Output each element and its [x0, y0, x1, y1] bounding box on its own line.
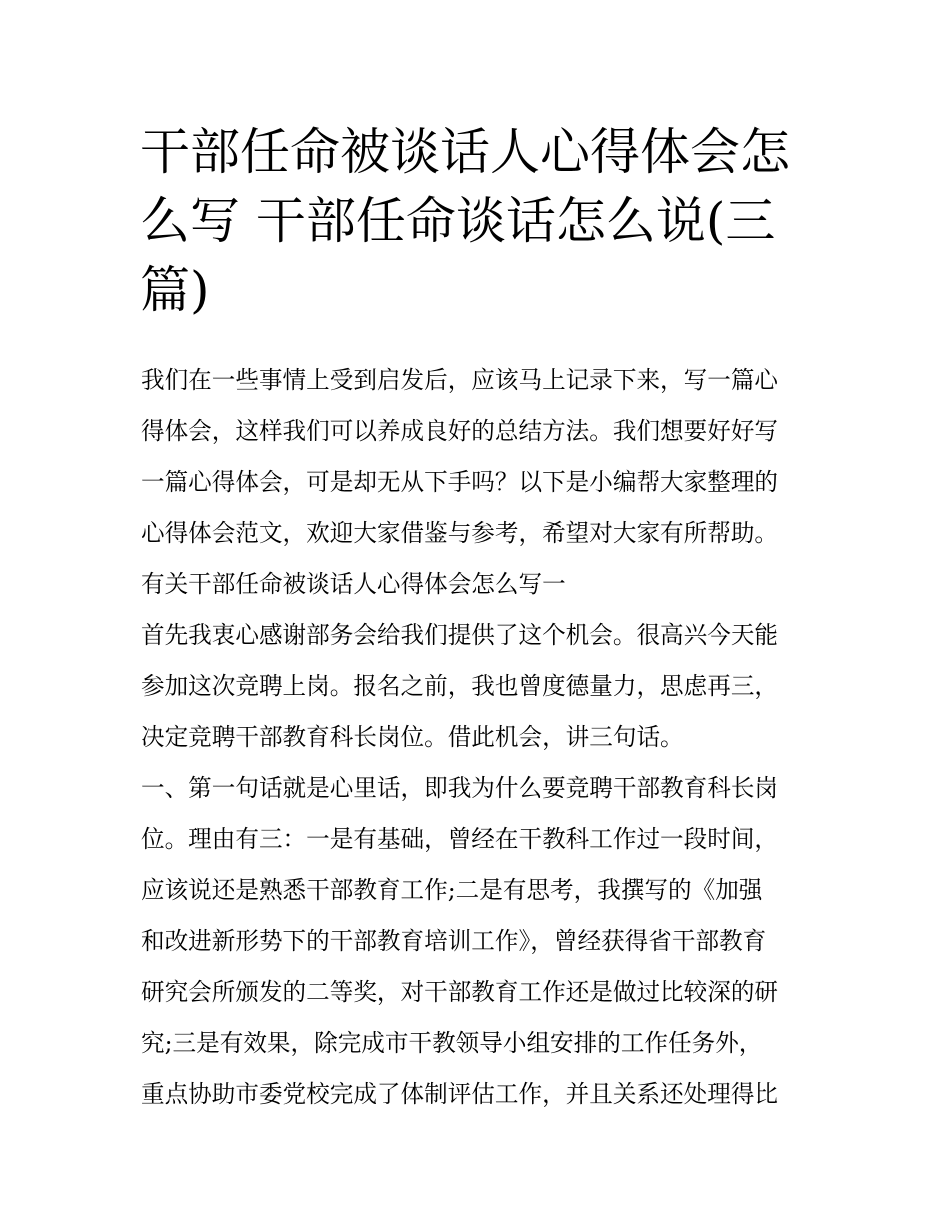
- title-line: 干部任命被谈话人心得体会怎: [140, 123, 790, 181]
- body-line: 首先我衷心感谢部务会给我们提供了这个机会。很高兴今天能: [141, 621, 779, 649]
- body-line: 重点协助市委党校完成了体制评估工作，并且关系还处理得比: [141, 1080, 779, 1108]
- body-line: 得体会，这样我们可以养成良好的总结方法。我们想要好好写: [141, 417, 779, 445]
- body-line: 一篇心得体会，可是却无从下手吗？以下是小编帮大家整理的: [141, 468, 779, 496]
- title-line: 篇): [140, 261, 210, 319]
- section-heading: 有关干部任命被谈话人心得体会怎么写一: [141, 570, 566, 598]
- title-line: 么写 干部任命谈话怎么说(三: [140, 192, 776, 250]
- body-line: 研究会所颁发的二等奖，对干部教育工作还是做过比较深的研: [141, 978, 779, 1006]
- body-line: 和改进新形势下的干部教育培训工作》，曾经获得省干部教育: [141, 927, 767, 955]
- document-body: [141, 355, 831, 1120]
- body-line: 位。理由有三：一是有基础，曾经在干教科工作过一段时间，: [141, 825, 779, 853]
- body-line: 究;三是有效果，除完成市干教领导小组安排的工作任务外，: [141, 1029, 763, 1057]
- body-line: 决定竞聘干部教育科长岗位。借此机会，讲三句话。: [141, 723, 684, 751]
- body-line: 心得体会范文，欢迎大家借鉴与参考，希望对大家有所帮助。: [141, 519, 779, 547]
- body-line: 一、第一句话就是心里话，即我为什么要竞聘干部教育科长岗: [141, 774, 779, 802]
- body-line: 参加这次竞聘上岗。报名之前，我也曾度德量力，思虑再三，: [141, 672, 779, 700]
- body-line: 应该说还是熟悉干部教育工作;二是有思考，我撰写的《加强: [141, 876, 763, 904]
- document-title: [140, 118, 820, 325]
- body-line: 我们在一些事情上受到启发后，应该马上记录下来，写一篇心: [141, 366, 779, 394]
